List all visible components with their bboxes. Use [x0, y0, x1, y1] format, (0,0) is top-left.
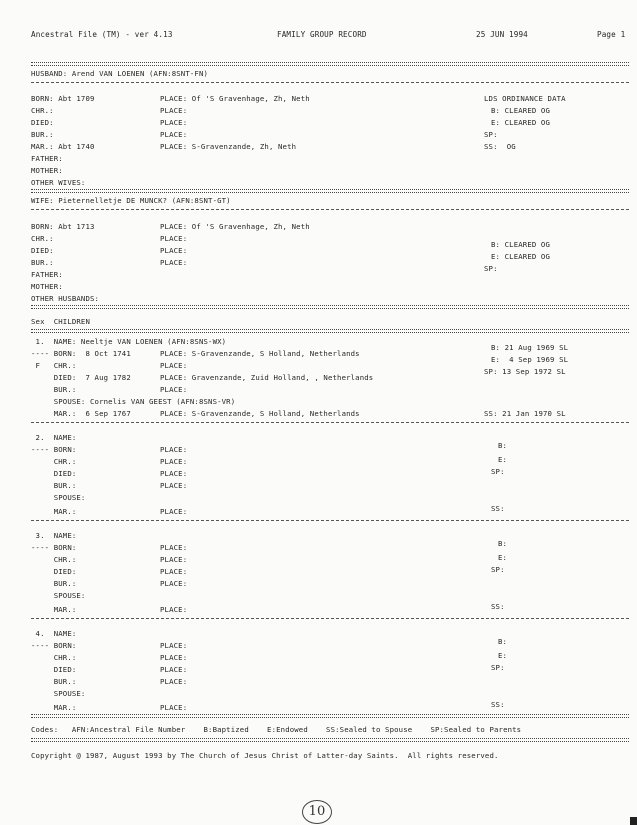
child-mar-place: PLACE: S-Gravenzande, S Holland, Netherlands — [160, 409, 360, 418]
child-bur: BUR.: — [31, 385, 77, 394]
scan-corner-mark — [630, 817, 637, 825]
child-bur-place: PLACE: — [160, 385, 188, 394]
husband-lds-b: B: CLEARED OG — [491, 106, 551, 115]
child-name: 2. NAME: — [31, 433, 77, 442]
double-separator — [31, 738, 629, 742]
child-mar-place: PLACE: — [160, 703, 188, 712]
handwritten-page-number: 10 — [302, 800, 332, 824]
husband-died-place: PLACE: — [160, 118, 188, 127]
wife-mother: MOTHER: — [31, 282, 63, 291]
child-born: ---- BORN: — [31, 641, 77, 650]
child-lds-e: E: 4 Sep 1969 SL — [491, 355, 569, 364]
wife-died-place: PLACE: — [160, 246, 188, 255]
husband-bur: BUR.: — [31, 130, 54, 139]
child-name: 1. NAME: Neeltje VAN LOENEN (AFN:8SNS-WX) — [31, 337, 227, 346]
wife-bur-place: PLACE: — [160, 258, 188, 267]
lds-ordinance-title: LDS ORDINANCE DATA — [484, 94, 566, 103]
husband-mar: MAR.: Abt 1740 — [31, 142, 95, 151]
husband-born-place: PLACE: Of 'S Gravenhage, Zh, Neth — [160, 94, 310, 103]
child-lds-sp: SP: — [491, 565, 505, 574]
double-separator — [31, 714, 629, 718]
child-born: ---- BORN: — [31, 543, 77, 552]
husband-mar-place: PLACE: S-Gravenzande, Zh, Neth — [160, 142, 297, 151]
child-chr-place: PLACE: — [160, 555, 188, 564]
wife-lds-b: B: CLEARED OG — [491, 240, 551, 249]
child-lds-e: E: — [498, 455, 508, 464]
child-mar: MAR.: — [31, 507, 77, 516]
separator — [31, 209, 629, 210]
child-born-place: PLACE: — [160, 641, 188, 650]
child-chr: CHR.: — [31, 555, 77, 564]
child-bur-place: PLACE: — [160, 677, 188, 686]
child-chr-place: PLACE: — [160, 653, 188, 662]
child-bur: BUR.: — [31, 481, 77, 490]
wife-other-husbands: OTHER HUSBANDS: — [31, 294, 100, 303]
wife-born-place: PLACE: Of 'S Gravenhage, Zh, Neth — [160, 222, 310, 231]
child-chr-place: PLACE: — [160, 361, 188, 370]
child-died: DIED: — [31, 665, 77, 674]
separator — [31, 422, 629, 423]
child-bur-place: PLACE: — [160, 481, 188, 490]
child-mar: MAR.: — [31, 605, 77, 614]
child-lds-b: B: — [498, 539, 508, 548]
child-lds-sp: SP: — [491, 467, 505, 476]
child-name: 3. NAME: — [31, 531, 77, 540]
husband-died: DIED: — [31, 118, 54, 127]
child-lds-e: E: — [498, 651, 508, 660]
child-born-place: PLACE: S-Gravenzande, S Holland, Netherlands — [160, 349, 360, 358]
double-separator — [31, 329, 629, 333]
husband-bur-place: PLACE: — [160, 130, 188, 139]
child-born: ---- BORN: 8 Oct 1741 — [31, 349, 131, 358]
wife-heading: WIFE: Pieternelletje DE MUNCK? (AFN:8SNT-GT) — [31, 196, 231, 205]
child-bur-place: PLACE: — [160, 579, 188, 588]
child-spouse: SPOUSE: — [31, 689, 86, 698]
separator — [31, 618, 629, 619]
child-lds-e: E: — [498, 553, 508, 562]
husband-mother: MOTHER: — [31, 166, 63, 175]
wife-born: BORN: Abt 1713 — [31, 222, 95, 231]
child-mar: MAR.: — [31, 703, 77, 712]
child-mar-place: PLACE: — [160, 605, 188, 614]
husband-lds-ss: SS: OG — [484, 142, 516, 151]
double-separator — [31, 305, 629, 309]
child-lds-sp: SP: 13 Sep 1972 SL — [484, 367, 566, 376]
husband-chr-place: PLACE: — [160, 106, 188, 115]
child-lds-ss: SS: — [491, 602, 505, 611]
program-name: Ancestral File (TM) - ver 4.13 — [31, 30, 173, 39]
wife-lds-e: E: CLEARED OG — [491, 252, 551, 261]
husband-lds-e: E: CLEARED OG — [491, 118, 551, 127]
child-mar: MAR.: 6 Sep 1767 — [31, 409, 131, 418]
child-bur: BUR.: — [31, 677, 77, 686]
wife-chr: CHR.: — [31, 234, 54, 243]
report-date: 25 JUN 1994 — [476, 30, 528, 39]
child-chr: F CHR.: — [31, 361, 77, 370]
child-spouse: SPOUSE: — [31, 591, 86, 600]
child-bur: BUR.: — [31, 579, 77, 588]
husband-other-wives: OTHER WIVES: — [31, 178, 86, 187]
child-chr: CHR.: — [31, 457, 77, 466]
copyright-notice: Copyright @ 1987, August 1993 by The Church of Jesus Christ of Latter-day Saints. All rights reserved. — [31, 751, 499, 760]
child-lds-sp: SP: — [491, 663, 505, 672]
child-died: DIED: — [31, 469, 77, 478]
wife-father: FATHER: — [31, 270, 63, 279]
child-lds-ss: SS: — [491, 700, 505, 709]
child-lds-b: B: — [498, 441, 508, 450]
separator — [31, 520, 629, 521]
separator — [31, 82, 629, 83]
child-lds-ss: SS: — [491, 504, 505, 513]
child-born-place: PLACE: — [160, 445, 188, 454]
child-lds-b: B: 21 Aug 1969 SL — [491, 343, 569, 352]
child-spouse: SPOUSE: — [31, 493, 86, 502]
child-lds-ss: SS: 21 Jan 1970 SL — [484, 409, 566, 418]
child-name: 4. NAME: — [31, 629, 77, 638]
child-died-place: PLACE: — [160, 567, 188, 576]
husband-heading: HUSBAND: Arend VAN LOENEN (AFN:8SNT-FN) — [31, 69, 209, 78]
child-died-place: PLACE: — [160, 665, 188, 674]
page-title: FAMILY GROUP RECORD — [277, 30, 367, 39]
child-born: ---- BORN: — [31, 445, 77, 454]
child-mar-place: PLACE: — [160, 507, 188, 516]
child-died: DIED: 7 Aug 1782 — [31, 373, 131, 382]
page-number: Page 1 — [597, 30, 626, 39]
child-chr: CHR.: — [31, 653, 77, 662]
double-separator — [31, 62, 629, 66]
child-born-place: PLACE: — [160, 543, 188, 552]
husband-father: FATHER: — [31, 154, 63, 163]
husband-chr: CHR.: — [31, 106, 54, 115]
husband-born: BORN: Abt 1709 — [31, 94, 95, 103]
child-chr-place: PLACE: — [160, 457, 188, 466]
child-died-place: PLACE: — [160, 469, 188, 478]
husband-lds-sp: SP: — [484, 130, 498, 139]
child-died: DIED: — [31, 567, 77, 576]
wife-chr-place: PLACE: — [160, 234, 188, 243]
wife-lds-sp: SP: — [484, 264, 498, 273]
child-lds-b: B: — [498, 637, 508, 646]
codes-legend: Codes: AFN:Ancestral File Number B:Baptized E:Endowed SS:Sealed to Spouse SP:Sealed to Parents — [31, 725, 522, 734]
double-separator — [31, 189, 629, 193]
child-died-place: PLACE: Gravenzande, Zuid Holland, , Netherlands — [160, 373, 374, 382]
wife-died: DIED: — [31, 246, 54, 255]
wife-bur: BUR.: — [31, 258, 54, 267]
children-heading: Sex CHILDREN — [31, 317, 91, 326]
child-spouse: SPOUSE: Cornelis VAN GEEST (AFN:8SNS-VR) — [31, 397, 236, 406]
